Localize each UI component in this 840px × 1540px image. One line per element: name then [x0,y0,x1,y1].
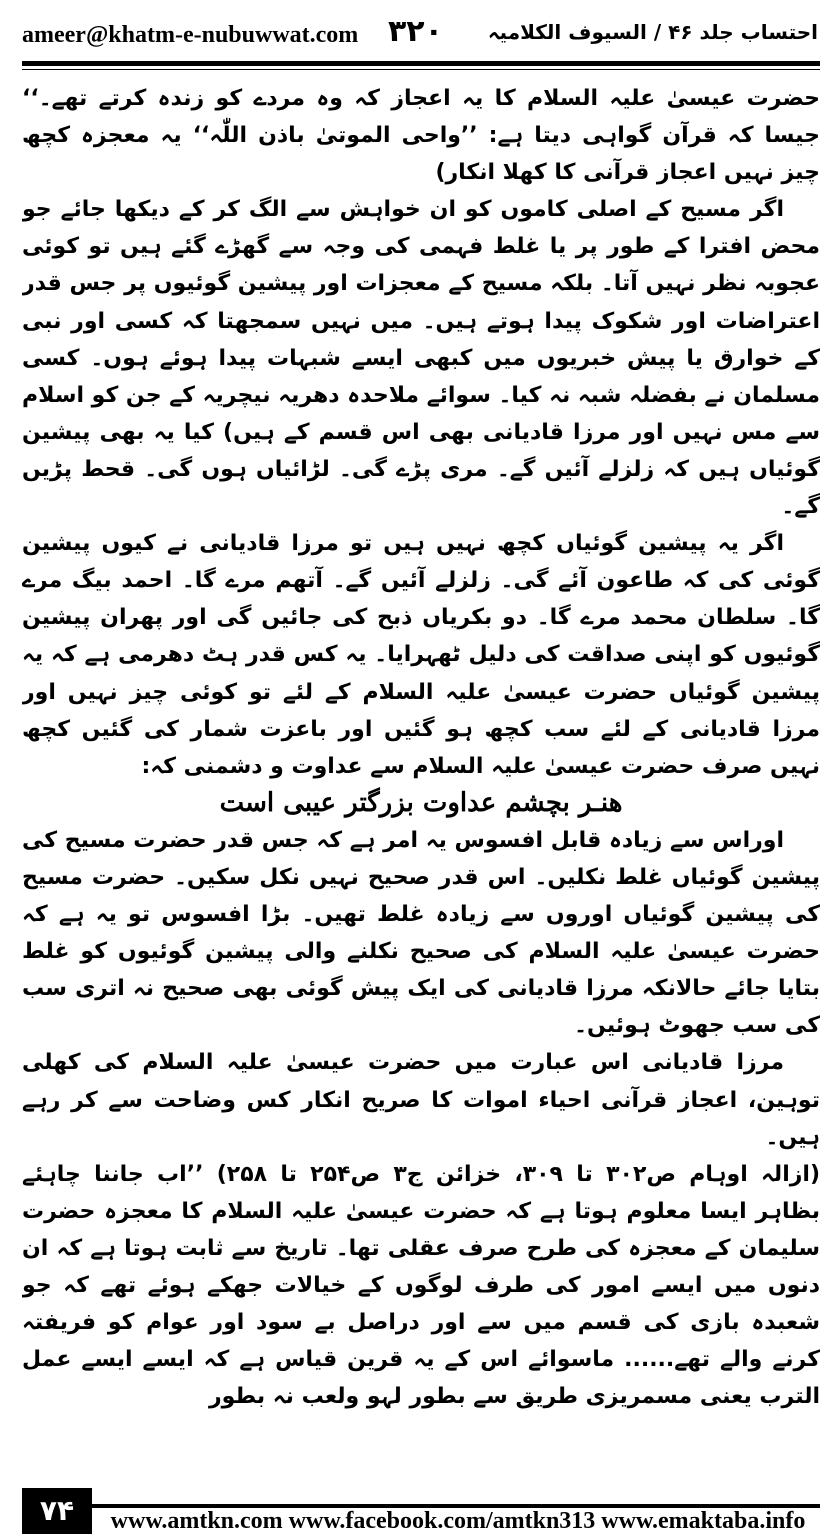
header-rule-thin [22,69,820,70]
paragraph-2: اگر مسیح کے اصلی کاموں کو ان خواہش سے الگ کر کے دیکھا جائے جو محض افترا کے طور پر یا غلط فہمی کی وجہ سے گھڑے گئے ہیں تو کوئی عجوبہ نظر نہیں آتا۔ بلکہ مسیح کے معجزات اور پیشین گوئیوں پر جس قدر اعتراضات اور شکوک پیدا ہوتے ہیں۔ میں نہیں سمجھتا کہ کسی اور نبی کے خوارق یا پیش خبریوں میں کبھی ایسے شبہات پیدا ہوئے ہوں۔ کسی مسلمان نے بفضلہ شبہ نہ کیا۔ سوائے ملاحدہ دھریہ نیچریہ کے جن کو اسلام سے مس نہیں اور مرزا قادیانی بھی اس قسم کے ہیں) کیا یہ بھی پیشین گوئیاں ہیں کہ زلزلے آئیں گے۔ مری پڑے گی۔ لڑائیاں ہوں گی۔ قحط پڑیں گے۔ [22,197,820,520]
page-body [22,80,820,1470]
header-book-title: احتساب جلد ۴۶ / السیوف الکلامیہ [487,20,818,44]
page-footer [0,1484,840,1540]
header-page-number: ۳۲۰ [388,14,443,49]
header-email: ameer@khatm-e-nubuwwat.com [22,22,359,48]
paragraph-3: اگر یہ پیشین گوئیاں کچھ نہیں ہیں تو مرزا قادیانی نے کیوں پیشین گوئی کی کہ طاعون آئے گی۔ زلزلے آئیں گے۔ آتھم مرے گا۔ احمد بیگ مرے گا۔ سلطان محمد مرے گا۔ دو بکریاں ذبح کی جائیں گی اور پھران پیشین گوئیوں کو اپنی صداقت کی دلیل ٹھہرایا۔ یہ کس قدر ہٹ دھرمی ہے کہ یہ پیشین گوئیاں حضرت عیسیٰ علیہ السلام کے لئے تو کوئی چیز نہیں اور مرزا قادیانی کے لئے سب کچھ ہو گئیں اور باعزت شمار کی گئیں کچھ نہیں صرف حضرت عیسیٰ علیہ السلام سے عداوت و دشمنی کہ: [22,531,820,779]
persian-verse: ھنـر بچشم عداوت بزرگتر عیبی است [219,787,623,818]
page-header [0,0,840,70]
paragraph-6: (ازالہ اوہام ص۳۰۲ تا ۳۰۹، خزائن ج۳ ص۲۵۴ تا ۲۵۸) ’’اب جاننا چاہئے بظاہر ایسا معلوم ہوتا ہے کہ حضرت عیسیٰ علیہ السلام کا معجزہ حضرت سلیمان کے معجزہ کی طرح صرف عقلی تھا۔ تاریخ سے ثابت ہوتا ہے کہ ان دنوں میں ایسے امور کی طرف لوگوں کے خیالات جھکے ہوئے تھے کہ جو شعبدہ بازی کی قسم میں سے اور دراصل بے سود اور عوام کو فریفتہ کرنے والے تھے...... ماسوائے اس کے یہ قرین قیاس ہے کہ ایسے ایسے عمل الترب یعنی مسمریزی طریق سے بطور لہو ولعب نہ بطور [22,1161,820,1410]
footer-page-number: ۷۴ [22,1488,92,1534]
header-rule-thick [22,61,820,66]
paragraph-4: اوراس سے زیادہ قابل افسوس یہ امر ہے کہ جس قدر حضرت مسیح کی پیشین گوئیاں غلط نکلیں۔ اس قدر صحیح نہیں نکل سکیں۔ حضرت مسیح کی پیشین گوئیاں اوروں سے زیادہ غلط تھیں۔ بڑا افسوس تو یہ ہے کہ حضرت عیسیٰ علیہ السلام کی صحیح نکلنے والی پیشین گوئیوں کو غلط بتایا جائے حالانکہ مرزا قادیانی کی ایک پیش گوئی بھی صحیح نہ اتری سب کی سب جھوٹ ہوئیں۔ [22,827,820,1039]
paragraph-1: حضرت عیسیٰ علیہ السلام کا یہ اعجاز کہ وہ مردے کو زندہ کرتے تھے۔‘‘ جیسا کہ قرآن گواہی دیتا ہے: ’’واحی الموتیٰ باذن اللّٰہ‘‘ یہ معجزہ کچھ چیز نہیں اعجاز قرآنی کا کھلا انکار) [22,86,820,186]
footer-links: www.amtkn.com www.facebook.com/amtkn313 www.emaktaba.info [110,1508,806,1534]
paragraph-5: مرزا قادیانی اس عبارت میں حضرت عیسیٰ علیہ السلام کی کھلی توہین، اعجاز قرآنی احیاء اموات کا صریح انکار کس وضاحت سے کر رہے ہیں۔ [22,1050,820,1150]
